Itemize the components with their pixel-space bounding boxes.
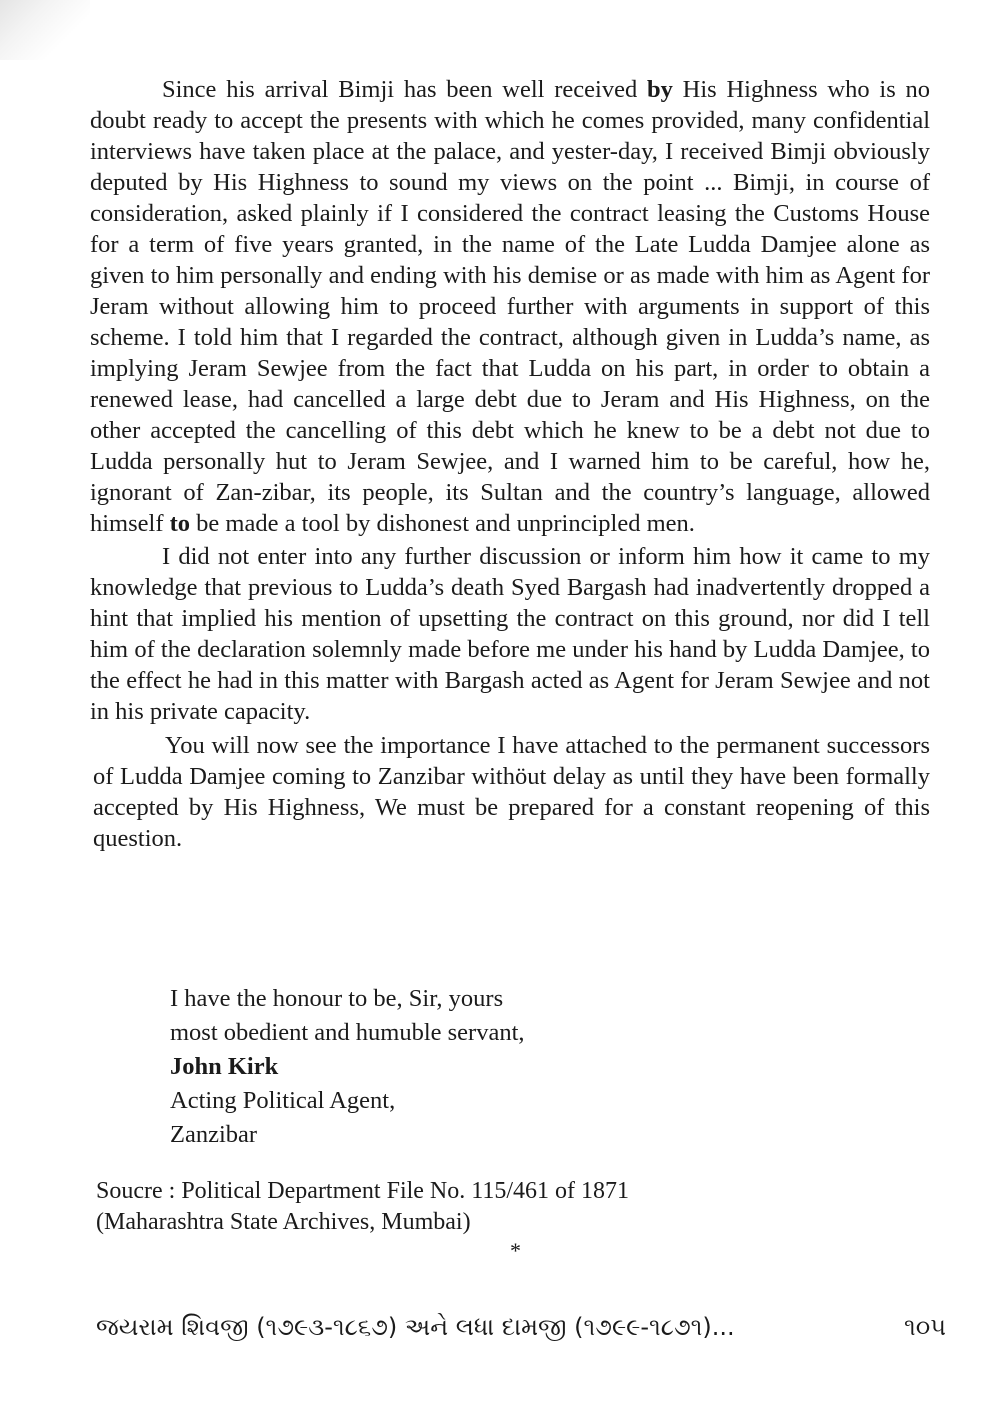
source-line-2: (Maharashtra State Archives, Mumbai) (96, 1209, 471, 1235)
signatory-place: Zanzibar (170, 1121, 258, 1148)
letter-closing (170, 982, 525, 1152)
source-line-1: Soucre : Political Department File No. 115/461 of 1871 (96, 1178, 630, 1204)
paragraph-1 (90, 74, 930, 539)
signatory-name: John Kirk (170, 1053, 279, 1080)
running-title: જયરામ શિવજી (૧૭૯૩-૧૮૬૭) અને લધા દામજી (૧૭૯૯-૧૮૭૧)... (96, 1313, 735, 1341)
closing-line-2: most obedient and humuble servant, (170, 1019, 525, 1046)
signatory-title: Acting Political Agent, (170, 1087, 396, 1114)
paragraph-1-part-2: His Highness who is no doubt ready to accept the presents with which he comes provided, many confidential interviews have taken place at the palace, and yester-day, I received Bimji obviously deputed by His Highness to sound my views on the point ... Bimji, in course of consideration, asked plainly if I considered the contract leasing the Customs House for a term of five years granted, in the name of the Late Ludda Damjee alone as given to him personally and ending with his demise or as made with him as Agent for Jeram without allowing him to proceed further with arguments in support of this scheme. I told him that I regarded the contract, although given in Ludda’s name, as implying Jeram Sewjee from the fact that Ludda on his part, in order to obtain a renewed lease, had cancelled a large debt due to Jeram and His Highness, on the other accepted the cancelling of this debt which he knew to be a debt not due to Ludda personally hut to Jeram Sewjee, and I warned him to be careful, how he, ignorant of Zan-zibar, its people, its Sultan and the country’s language, allowed himself (90, 76, 931, 537)
closing-line-1: I have the honour to be, Sir, yours (170, 985, 504, 1012)
section-separator: * (510, 1238, 521, 1263)
paragraph-3: You will now see the importance I have attached to the permanent successors of Ludda Damjee coming to Zanzibar withöut delay as until they have been formally accepted by His Highness, We must be prepared for a constant reopening of this question. (93, 732, 930, 852)
paragraph-1-part-3: be made a tool by dishonest and unprincipled men. (190, 510, 695, 537)
paragraph-1-bold-by: by (647, 76, 673, 103)
source-citation (96, 1176, 629, 1238)
paragraph-2: I did not enter into any further discussion or inform him how it came to my knowledge that previous to Ludda’s death Syed Bargash had inadvertently dropped a hint that implied his mention of upsetting the contract on this ground, nor did I tell him of the declaration solemnly made before me under his hand by Ludda Damjee, to the effect he had in this matter with Bargash acted as Agent for Jeram Sewjee and not in his private capacity. (90, 543, 930, 725)
paragraph-1-part-1: Since his arrival Bimji has been well received (162, 76, 647, 103)
scan-shadow (0, 0, 90, 60)
letter-body (90, 74, 930, 854)
page-number: ૧૦૫ (904, 1313, 946, 1341)
paragraph-1-bold-to: to (169, 510, 191, 537)
